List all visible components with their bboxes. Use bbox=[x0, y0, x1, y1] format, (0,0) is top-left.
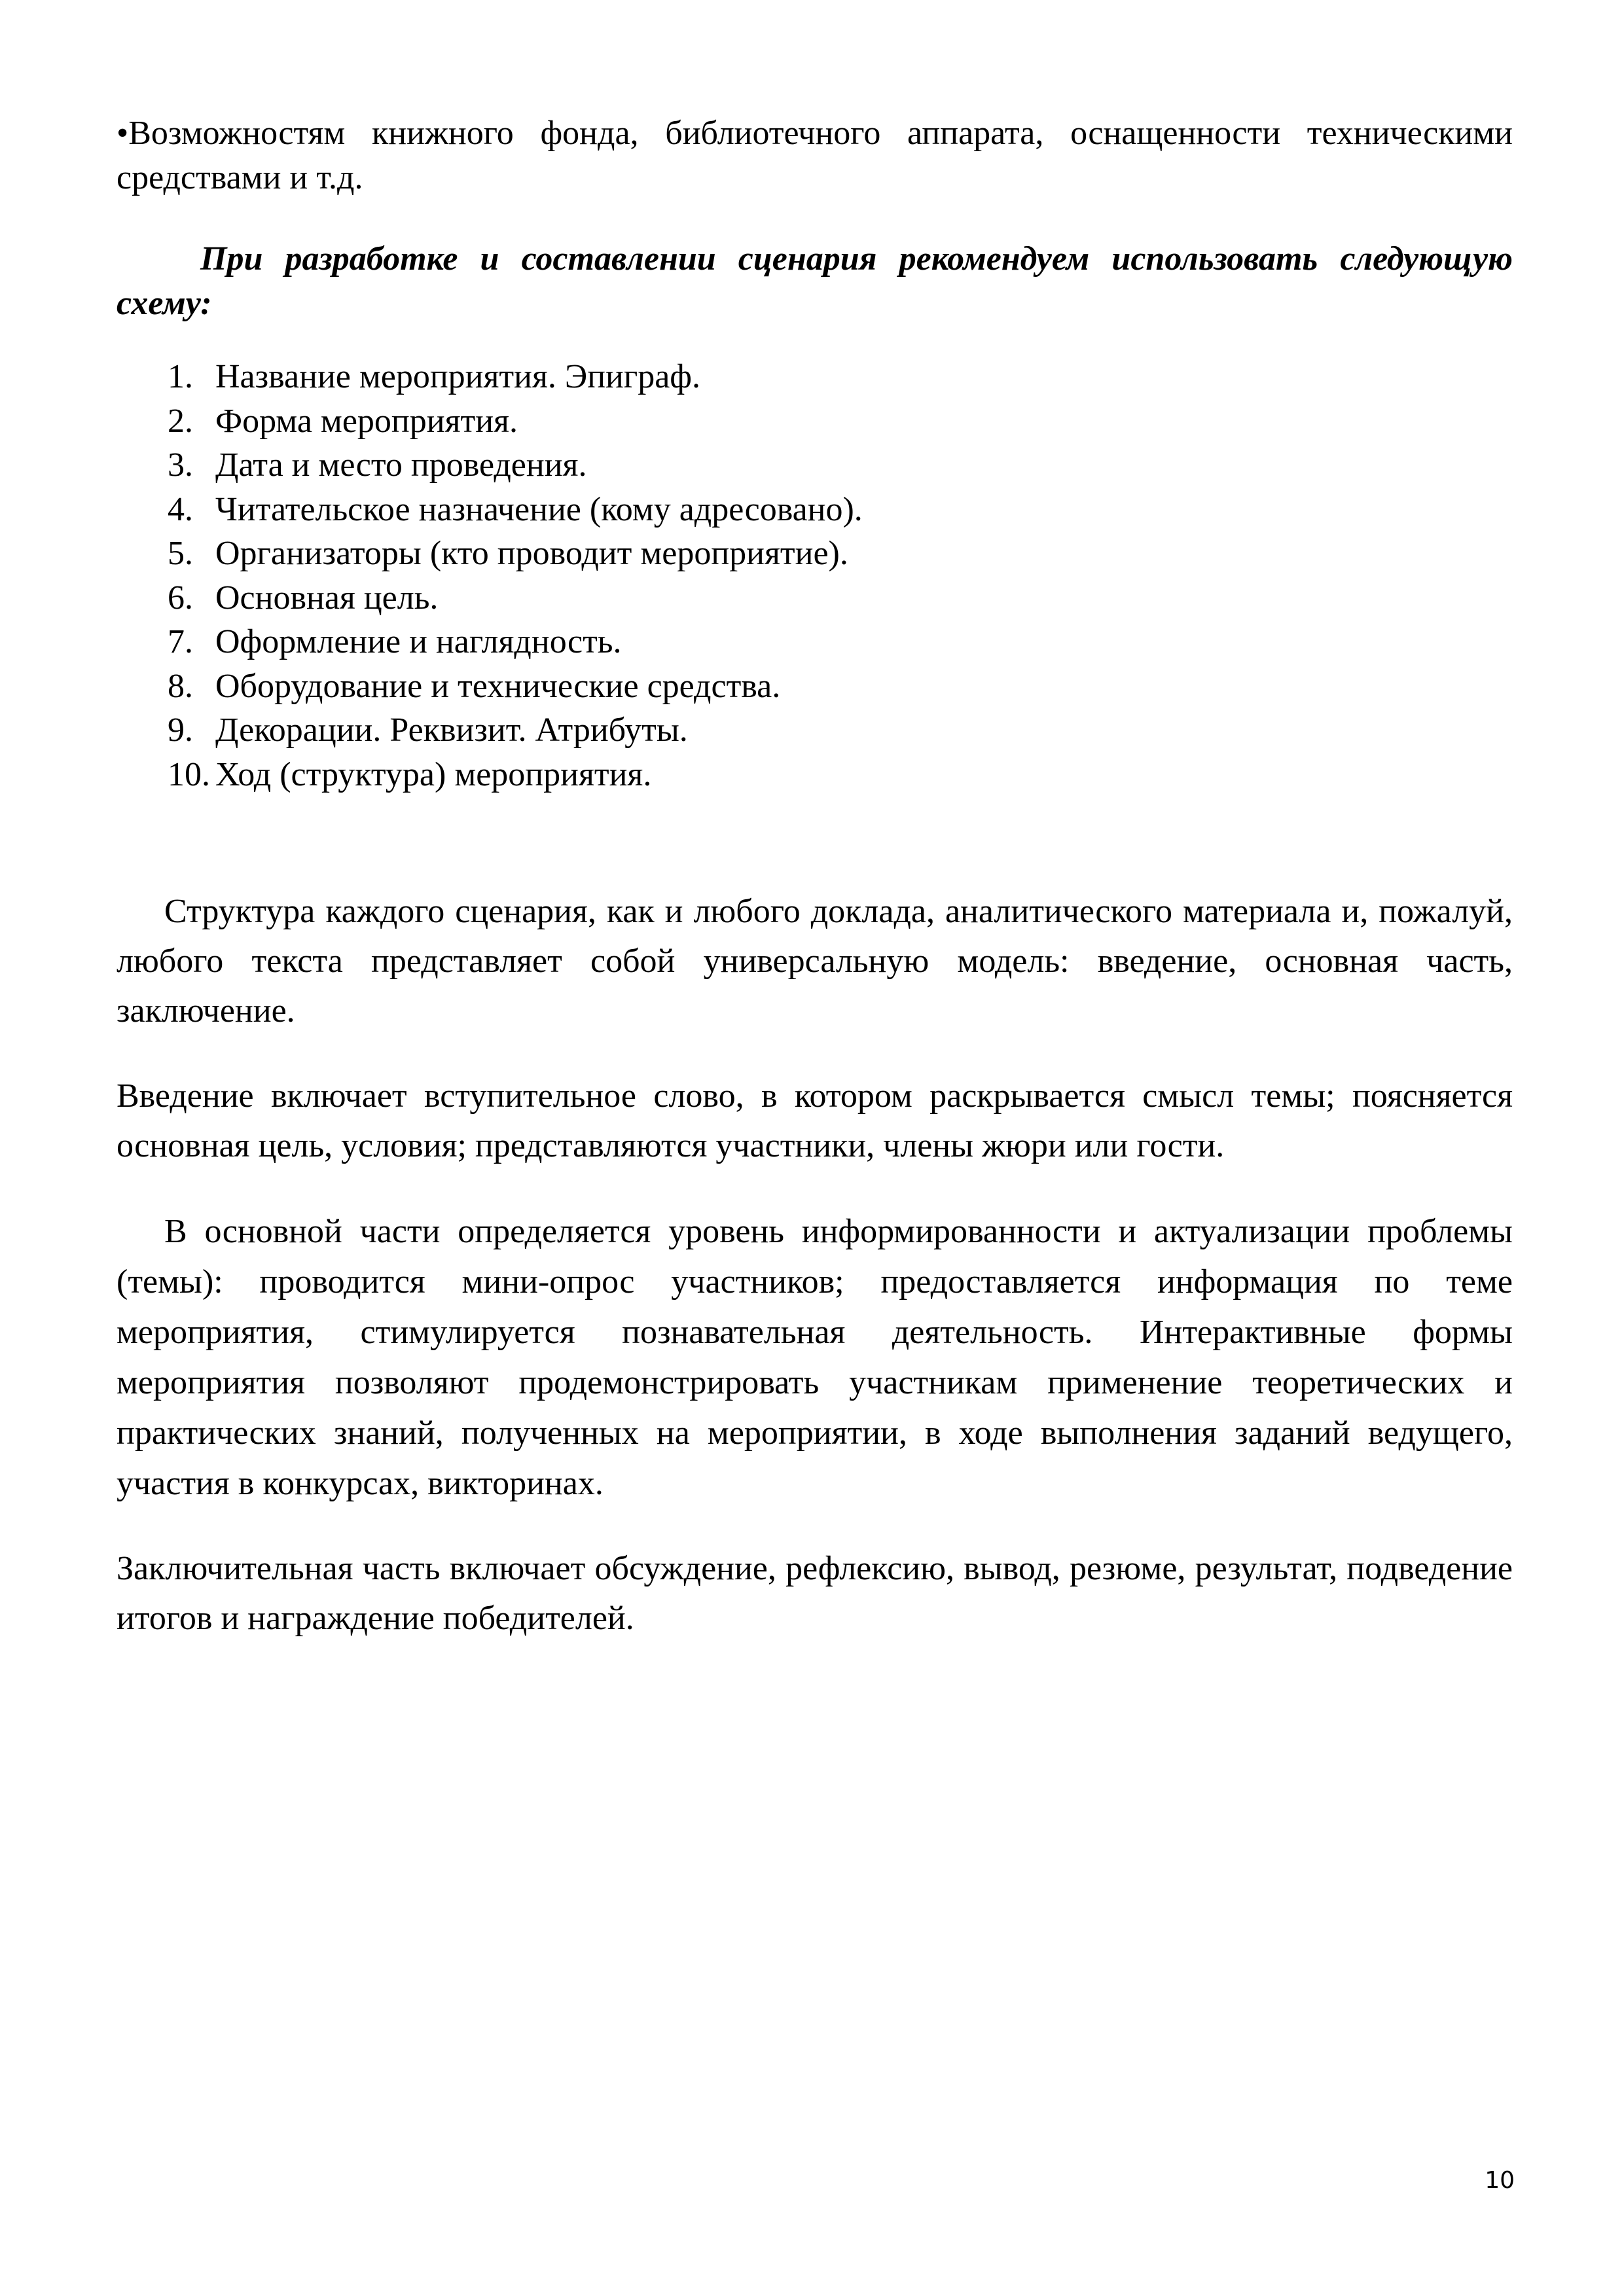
paragraph-structure: Структура каждого сценария, как и любого доклада, аналитического материала и, пожалуй, любого текста представляет собой универсальную модель: введение, основная часть, заключение. bbox=[117, 893, 1513, 1030]
page-content bbox=[117, 111, 1513, 1643]
scheme-list-item bbox=[117, 443, 1513, 488]
scheme-item-text: Декорации. Реквизит. Атрибуты. bbox=[215, 711, 688, 749]
scheme-item-text: Ход (структура) мероприятия. bbox=[215, 755, 652, 793]
scheme-list-item bbox=[117, 664, 1513, 709]
page-number: 10 bbox=[1485, 2167, 1515, 2194]
scheme-list-item bbox=[117, 531, 1513, 576]
scheme-item-number: 9. bbox=[168, 711, 193, 749]
scheme-item-number: 5. bbox=[168, 535, 193, 572]
scheme-item-text: Основная цель. bbox=[215, 579, 439, 617]
paragraph-introduction: Введение включает вступительное слово, в котором раскрывается смысл темы; поясняется основная цель, условия; представляются участники, члены жюри или гости. bbox=[117, 1077, 1513, 1164]
scheme-item-number: 6. bbox=[168, 579, 193, 617]
paragraph-main-part: В основной части определяется уровень информированности и актуализации проблемы (темы): проводится мини-опрос участников; предоставляется информация по теме мероприятия, стимулируется познавательная деятельность. Интерактивные формы мероприятия позволяют продемонстрировать участникам применение теоретических и практических знаний, полученных на мероприятии, в ходе выполнения заданий ведущего, участия в конкурсах, викторинах. bbox=[117, 1213, 1513, 1502]
scheme-list-item bbox=[117, 753, 1513, 797]
bullet-item bbox=[117, 111, 1513, 200]
scheme-item-number: 2. bbox=[168, 402, 193, 440]
scheme-item-number: 8. bbox=[168, 667, 193, 705]
scheme-item-number: 1. bbox=[168, 358, 193, 395]
scheme-intro: При разработке и составлении сценария рекомендуем использовать следующую схему: bbox=[117, 240, 1513, 322]
scheme-list-item bbox=[117, 488, 1513, 532]
scheme-list-item bbox=[117, 620, 1513, 664]
scheme-list-item bbox=[117, 355, 1513, 399]
scheme-item-text: Название мероприятия. Эпиграф. bbox=[215, 358, 700, 395]
scheme-item-text: Организаторы (кто проводит мероприятие). bbox=[215, 535, 848, 572]
scheme-item-number: 10. bbox=[168, 755, 210, 793]
bullet-icon: • bbox=[117, 115, 129, 152]
paragraph-conclusion: Заключительная часть включает обсуждение, рефлексию, вывод, резюме, результат, подведение итогов и награждение победителей. bbox=[117, 1550, 1513, 1637]
scheme-list-item bbox=[117, 708, 1513, 753]
scheme-list-item bbox=[117, 399, 1513, 444]
scheme-item-text: Оформление и наглядность. bbox=[215, 623, 622, 660]
bullet-item-text: Возможностям книжного фонда, библиотечного аппарата, оснащенности техническими средствами и т.д. bbox=[117, 115, 1513, 196]
scheme-item-text: Оборудование и технические средства. bbox=[215, 667, 781, 705]
scheme-item-text: Читательское назначение (кому адресовано). bbox=[215, 490, 863, 528]
scheme-item-text: Дата и место проведения. bbox=[215, 446, 587, 484]
scheme-item-number: 7. bbox=[168, 623, 193, 660]
scheme-list-item bbox=[117, 576, 1513, 620]
scheme-list bbox=[117, 355, 1513, 797]
scheme-item-number: 3. bbox=[168, 446, 193, 484]
scheme-item-text: Форма мероприятия. bbox=[215, 402, 518, 440]
scheme-item-number: 4. bbox=[168, 490, 193, 528]
